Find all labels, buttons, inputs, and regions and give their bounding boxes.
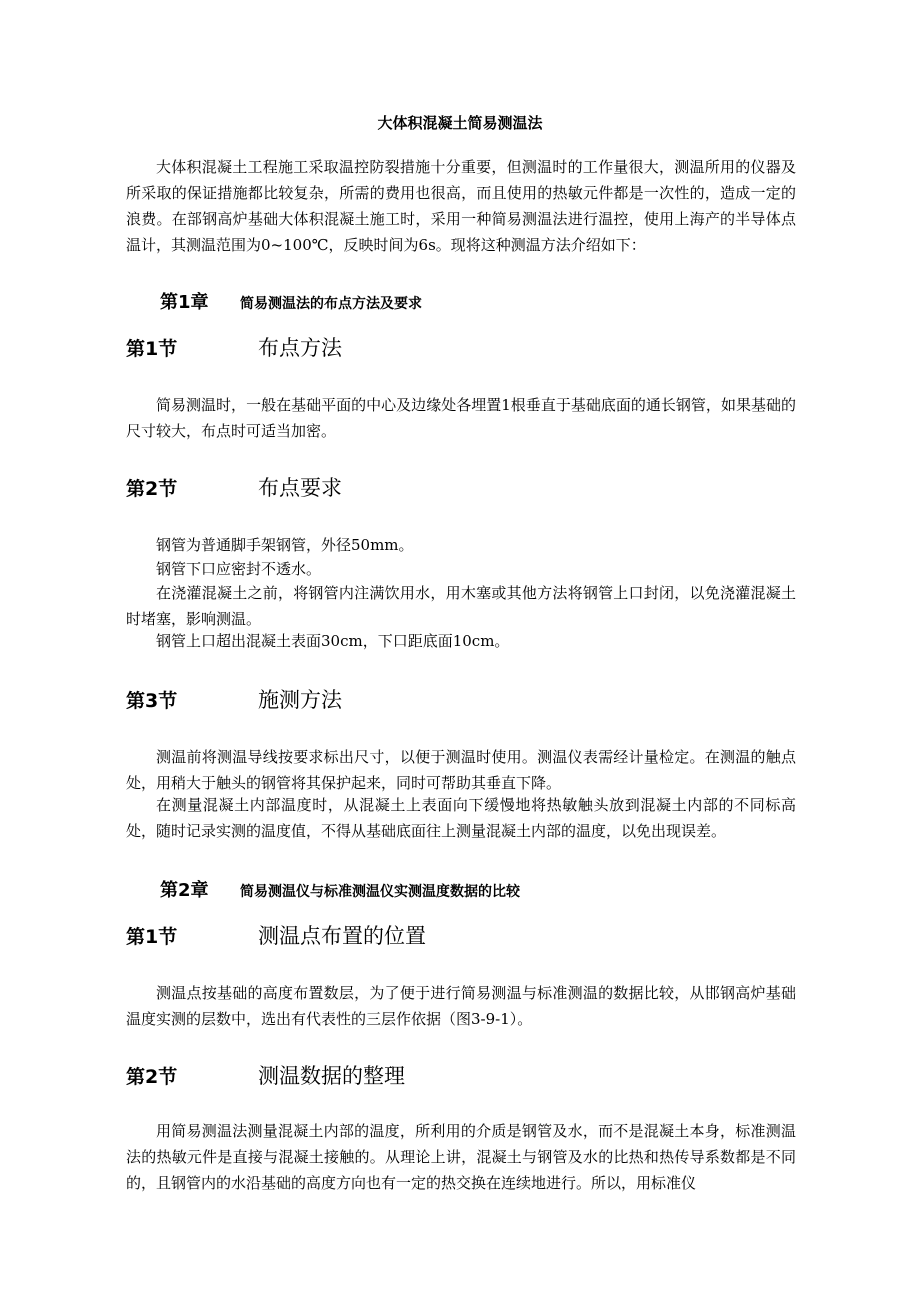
intro-paragraph: 大体积混凝土工程施工采取温控防裂措施十分重要，但测温时的工作量很大，测温所用的仪器及所采取的保证措施都比较复杂，所需的费用也很高，而且使用的热敏元件都是一次性的，造成一定的浪费。在部钢高炉基础大体积混凝土施工时，采用一种简易测温法进行温控，使用上海产的半导体点温计，其测温范围为0~100℃，反映时间为6s。现将这种测温方法介绍如下： <box>126 158 796 254</box>
section-number: 第1节 <box>126 926 178 948</box>
chapter-title: 简易测温仪与标准测温仪实测温度数据的比较 <box>240 884 520 900</box>
paragraph: 在测量混凝土内部温度时，从混凝土上表面向下缓慢地将热敏触头放到混凝土内部的不同标高处，随时记录实测的温度值，不得从基础底面往上测量混凝土内部的温度，以免出现误差。 <box>126 796 796 840</box>
chapter-2-section-1-heading <box>126 920 426 950</box>
paragraph: 用简易测温法测量混凝土内部的温度，所利用的介质是钢管及水，而不是混凝土本身，标准测温法的热敏元件是直接与混凝土接触的。从理论上讲，混凝土与钢管及水的比热和热传导系数都是不同的，且钢管内的水沿基础的高度方向也有一定的热交换在连续地进行。所以，用标准仪 <box>126 1122 796 1192</box>
section-title: 测温数据的整理 <box>258 1064 405 1088</box>
paragraph: 简易测温时，一般在基础平面的中心及边缘处各埋置1根垂直于基础底面的通长钢管，如果基础的尺寸较大，布点时可适当加密。 <box>126 396 796 440</box>
section-number: 第3节 <box>126 690 178 712</box>
chapter-1-section-2-heading <box>126 472 342 502</box>
chapter-2-section-2-heading <box>126 1060 405 1090</box>
paragraph: 测温前将测温导线按要求标出尺寸，以便于测温时使用。测温仪表需经计量检定。在测温的触点处，用稍大于触头的钢管将其保护起来，同时可帮助其垂直下降。 <box>126 748 796 792</box>
paragraph: 在浇灌混凝土之前，将钢管内注满饮用水，用木塞或其他方法将钢管上口封闭，以免浇灌混凝土时堵塞，影响测温。 <box>126 584 796 628</box>
paragraph: 钢管为普通脚手架钢管，外径50mm。 <box>156 536 414 554</box>
chapter-1-section-1-heading <box>126 332 342 362</box>
paragraph: 钢管下口应密封不透水。 <box>156 560 322 578</box>
section-title: 布点要求 <box>258 476 342 500</box>
chapter-number: 第1章 <box>160 292 209 313</box>
section-title: 布点方法 <box>258 336 342 360</box>
paragraph: 钢管上口超出混凝土表面30cm，下口距底面10cm。 <box>156 632 510 650</box>
paragraph: 测温点按基础的高度布置数层，为了便于进行简易测温与标准测温的数据比较，从邯钢高炉基础温度实测的层数中，选出有代表性的三层作依据（图3-9-1）。 <box>126 984 796 1028</box>
section-title: 测温点布置的位置 <box>258 924 426 948</box>
chapter-number: 第2章 <box>160 880 209 901</box>
section-number: 第1节 <box>126 338 178 360</box>
document-title: 大体积混凝土简易测温法 <box>377 114 543 132</box>
section-number: 第2节 <box>126 1066 178 1088</box>
section-title: 施测方法 <box>258 688 342 712</box>
chapter-2-heading <box>160 876 520 902</box>
section-number: 第2节 <box>126 478 178 500</box>
chapter-1-heading <box>160 288 422 314</box>
chapter-title: 简易测温法的布点方法及要求 <box>240 296 422 312</box>
chapter-1-section-3-heading <box>126 684 342 714</box>
